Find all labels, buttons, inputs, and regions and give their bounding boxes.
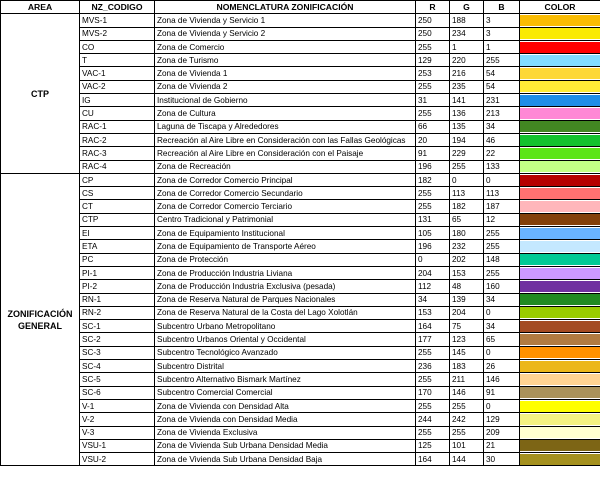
color-swatch-cell [520,160,600,173]
table-row [1,386,600,399]
color-swatch-cell [520,360,600,373]
green-value: 194 [450,133,484,146]
blue-value: 113 [484,187,520,200]
red-value: 182 [416,173,450,186]
red-value: 255 [416,80,450,93]
green-value: 255 [450,160,484,173]
table-row [1,27,600,40]
zone-name: Zona de Producción Industria Liviana [155,266,416,279]
color-swatch [520,454,600,465]
red-value: 164 [416,320,450,333]
zone-name: Zona de Vivienda 2 [155,80,416,93]
green-value: 113 [450,187,484,200]
color-swatch [520,307,600,318]
table-row [1,360,600,373]
zone-name: Zona de Vivienda Sub Urbana Densidad Media [155,439,416,452]
zone-name: Zona de Reserva Natural de la Costa del Lago Xolotlán [155,306,416,319]
blue-value: 213 [484,107,520,120]
color-swatch [520,361,600,372]
color-swatch [520,201,600,212]
red-value: 20 [416,133,450,146]
table-row [1,399,600,412]
color-swatch-cell [520,253,600,266]
color-swatch-cell [520,399,600,412]
blue-value: 209 [484,426,520,439]
color-swatch [520,254,600,265]
zone-name: Subcentro Urbano Metropolitano [155,320,416,333]
color-swatch-cell [520,266,600,279]
table-row [1,160,600,173]
color-swatch-cell [520,426,600,439]
zone-code: SC-1 [80,320,155,333]
blue-value: 3 [484,27,520,40]
color-swatch-cell [520,453,600,466]
blue-value: 34 [484,120,520,133]
green-value: 180 [450,227,484,240]
color-swatch [520,95,600,106]
color-swatch-cell [520,80,600,93]
green-value: 202 [450,253,484,266]
blue-value: 160 [484,280,520,293]
zone-code: SC-2 [80,333,155,346]
zone-name: Zona de Corredor Comercio Terciario [155,200,416,213]
table-row [1,253,600,266]
zone-code: PC [80,253,155,266]
red-value: 164 [416,453,450,466]
zone-name: Subcentro Tecnológico Avanzado [155,346,416,359]
blue-value: 22 [484,147,520,160]
zone-code: ETA [80,240,155,253]
blue-value: 30 [484,453,520,466]
red-value: 177 [416,333,450,346]
green-value: 232 [450,240,484,253]
color-swatch [520,374,600,385]
zone-code: SC-6 [80,386,155,399]
zone-code: RAC-3 [80,147,155,160]
green-value: 220 [450,54,484,67]
table-row [1,333,600,346]
red-value: 255 [416,200,450,213]
red-value: 112 [416,280,450,293]
zone-code: VSU-1 [80,439,155,452]
color-swatch [520,281,600,292]
red-value: 253 [416,67,450,80]
color-swatch [520,321,600,332]
zone-name: Zona de Recreación [155,160,416,173]
green-value: 135 [450,120,484,133]
red-value: 255 [416,187,450,200]
header-r: R [416,1,450,14]
blue-value: 54 [484,67,520,80]
zone-code: T [80,54,155,67]
zone-code: RAC-1 [80,120,155,133]
green-value: 139 [450,293,484,306]
green-value: 0 [450,173,484,186]
red-value: 255 [416,373,450,386]
table-row [1,426,600,439]
blue-value: 12 [484,213,520,226]
color-swatch [520,108,600,119]
red-value: 131 [416,213,450,226]
color-swatch-cell [520,133,600,146]
zone-code: CO [80,40,155,53]
blue-value: 255 [484,227,520,240]
zone-name: Zona de Protección [155,253,416,266]
blue-value: 0 [484,173,520,186]
zone-code: MVS-1 [80,14,155,27]
table-row [1,320,600,333]
zone-name: Laguna de Tiscapa y Alrededores [155,120,416,133]
color-swatch [520,148,600,159]
red-value: 66 [416,120,450,133]
color-swatch [520,81,600,92]
zone-name: Zona de Vivienda Sub Urbana Densidad Baja [155,453,416,466]
zone-name: Centro Tradicional y Patrimonial [155,213,416,226]
color-swatch [520,414,600,425]
table-row [1,200,600,213]
color-swatch [520,294,600,305]
red-value: 105 [416,227,450,240]
blue-value: 1 [484,40,520,53]
table-row [1,266,600,279]
header-area: AREA [1,1,80,14]
zone-code: IG [80,94,155,107]
green-value: 235 [450,80,484,93]
color-swatch-cell [520,280,600,293]
color-swatch [520,387,600,398]
zone-name: Zona de Vivienda y Servicio 2 [155,27,416,40]
color-swatch-cell [520,320,600,333]
table-row [1,80,600,93]
color-swatch-cell [520,27,600,40]
blue-value: 0 [484,346,520,359]
zone-name: Zona de Turismo [155,54,416,67]
blue-value: 146 [484,373,520,386]
red-value: 250 [416,27,450,40]
table-row [1,280,600,293]
zone-code: SC-4 [80,360,155,373]
blue-value: 255 [484,240,520,253]
color-swatch-cell [520,227,600,240]
zone-name: Zona de Corredor Comercio Secundario [155,187,416,200]
zone-code: RAC-2 [80,133,155,146]
table-row [1,54,600,67]
table-row [1,67,600,80]
zone-code: VSU-2 [80,453,155,466]
color-swatch-cell [520,240,600,253]
green-value: 242 [450,413,484,426]
color-swatch-cell [520,14,600,27]
color-swatch [520,42,600,53]
red-value: 129 [416,54,450,67]
table-row [1,120,600,133]
green-value: 216 [450,67,484,80]
green-value: 145 [450,346,484,359]
table-row [1,213,600,226]
color-swatch-cell [520,306,600,319]
header-nomenclature: NOMENCLATURA ZONIFICACIÓN [155,1,416,14]
red-value: 91 [416,147,450,160]
blue-value: 133 [484,160,520,173]
zone-name: Zona de Cultura [155,107,416,120]
green-value: 75 [450,320,484,333]
color-swatch [520,427,600,438]
zone-code: PI-2 [80,280,155,293]
zone-code: CP [80,173,155,186]
red-value: 255 [416,399,450,412]
green-value: 123 [450,333,484,346]
zone-name: Zona de Vivienda 1 [155,67,416,80]
red-value: 255 [416,426,450,439]
zone-name: Subcentro Alternativo Bismark Martínez [155,373,416,386]
blue-value: 34 [484,320,520,333]
blue-value: 46 [484,133,520,146]
red-value: 244 [416,413,450,426]
zone-name: Zona de Equipamiento de Transporte Aéreo [155,240,416,253]
green-value: 65 [450,213,484,226]
zone-name: Recreación al Aire Libre en Consideración con el Paisaje [155,147,416,160]
green-value: 229 [450,147,484,160]
table-row [1,227,600,240]
green-value: 48 [450,280,484,293]
zone-name: Subcentro Urbanos Oriental y Occidental [155,333,416,346]
color-swatch-cell [520,40,600,53]
blue-value: 255 [484,54,520,67]
table-row [1,187,600,200]
zone-name: Zona de Comercio [155,40,416,53]
color-swatch-cell [520,107,600,120]
header-b: B [484,1,520,14]
header-row [1,1,600,14]
color-swatch [520,28,600,39]
green-value: 255 [450,399,484,412]
red-value: 170 [416,386,450,399]
color-swatch [520,121,600,132]
blue-value: 34 [484,293,520,306]
zone-name: Subcentro Comercial Comercial [155,386,416,399]
zone-code: VAC-1 [80,67,155,80]
table-row [1,147,600,160]
table-row [1,439,600,452]
table-row [1,306,600,319]
red-value: 34 [416,293,450,306]
blue-value: 187 [484,200,520,213]
color-swatch [520,161,600,172]
color-swatch [520,401,600,412]
green-value: 141 [450,94,484,107]
color-swatch [520,440,600,451]
header-code: NZ_CODIGO [80,1,155,14]
zone-code: RAC-4 [80,160,155,173]
color-swatch [520,214,600,225]
blue-value: 54 [484,80,520,93]
color-swatch-cell [520,173,600,186]
green-value: 211 [450,373,484,386]
zone-name: Zona de Producción Industria Exclusiva (pesada) [155,280,416,293]
red-value: 0 [416,253,450,266]
red-value: 196 [416,240,450,253]
red-value: 125 [416,439,450,452]
color-swatch-cell [520,94,600,107]
green-value: 188 [450,14,484,27]
color-swatch-cell [520,54,600,67]
color-swatch [520,188,600,199]
zone-code: V-3 [80,426,155,439]
table-row [1,40,600,53]
color-swatch-cell [520,187,600,200]
zone-code: CU [80,107,155,120]
header-g: G [450,1,484,14]
blue-value: 129 [484,413,520,426]
red-value: 255 [416,107,450,120]
zone-code: CT [80,200,155,213]
zone-name: Recreación al Aire Libre en Consideración con las Fallas Geológicas [155,133,416,146]
red-value: 153 [416,306,450,319]
zone-name: Zona de Vivienda Exclusiva [155,426,416,439]
green-value: 153 [450,266,484,279]
zone-code: MVS-2 [80,27,155,40]
color-swatch-cell [520,333,600,346]
green-value: 182 [450,200,484,213]
red-value: 204 [416,266,450,279]
zone-name: Institucional de Gobierno [155,94,416,107]
color-swatch-cell [520,120,600,133]
green-value: 144 [450,453,484,466]
red-value: 31 [416,94,450,107]
color-swatch-cell [520,413,600,426]
red-value: 250 [416,14,450,27]
blue-value: 231 [484,94,520,107]
color-swatch [520,135,600,146]
color-swatch [520,347,600,358]
zone-code: V-2 [80,413,155,426]
color-swatch-cell [520,439,600,452]
green-value: 204 [450,306,484,319]
table-row [1,346,600,359]
area-label: CTP [1,14,80,174]
zone-code: RN-1 [80,293,155,306]
table-row [1,240,600,253]
header-color: COLOR [520,1,600,14]
table-row [1,94,600,107]
blue-value: 21 [484,439,520,452]
zone-code: EI [80,227,155,240]
color-swatch-cell [520,293,600,306]
green-value: 1 [450,40,484,53]
color-swatch [520,268,600,279]
green-value: 255 [450,426,484,439]
red-value: 196 [416,160,450,173]
zone-name: Zona de Vivienda con Densidad Alta [155,399,416,412]
color-swatch-cell [520,386,600,399]
color-swatch-cell [520,373,600,386]
color-swatch [520,334,600,345]
zone-code: VAC-2 [80,80,155,93]
zone-code: CTP [80,213,155,226]
zone-code: RN-2 [80,306,155,319]
green-value: 234 [450,27,484,40]
blue-value: 26 [484,360,520,373]
zone-name: Subcentro Distrital [155,360,416,373]
green-value: 183 [450,360,484,373]
blue-value: 91 [484,386,520,399]
zone-code: PI-1 [80,266,155,279]
red-value: 255 [416,346,450,359]
color-swatch-cell [520,200,600,213]
blue-value: 0 [484,306,520,319]
area-label: ZONIFICACIÓN GENERAL [1,173,80,466]
green-value: 136 [450,107,484,120]
color-swatch-cell [520,67,600,80]
zone-code: SC-5 [80,373,155,386]
blue-value: 3 [484,14,520,27]
table-body [1,14,600,466]
color-swatch [520,55,600,66]
blue-value: 255 [484,266,520,279]
table-row [1,413,600,426]
zone-code: SC-3 [80,346,155,359]
table-row [1,173,600,186]
blue-value: 148 [484,253,520,266]
table-row [1,14,600,27]
zone-name: Zona de Corredor Comercio Principal [155,173,416,186]
zone-name: Zona de Vivienda con Densidad Media [155,413,416,426]
table-row [1,453,600,466]
color-swatch-cell [520,213,600,226]
table-row [1,373,600,386]
color-swatch [520,228,600,239]
table-row [1,107,600,120]
color-swatch [520,175,600,186]
table-row [1,293,600,306]
green-value: 101 [450,439,484,452]
red-value: 255 [416,40,450,53]
blue-value: 0 [484,399,520,412]
red-value: 236 [416,360,450,373]
color-swatch [520,15,600,26]
table-row [1,133,600,146]
zone-code: CS [80,187,155,200]
color-swatch [520,68,600,79]
color-swatch-cell [520,147,600,160]
blue-value: 65 [484,333,520,346]
zone-code: V-1 [80,399,155,412]
zone-name: Zona de Vivienda y Servicio 1 [155,14,416,27]
zone-name: Zona de Equipamiento Institucional [155,227,416,240]
color-swatch [520,241,600,252]
zone-name: Zona de Reserva Natural de Parques Nacionales [155,293,416,306]
green-value: 146 [450,386,484,399]
color-swatch-cell [520,346,600,359]
